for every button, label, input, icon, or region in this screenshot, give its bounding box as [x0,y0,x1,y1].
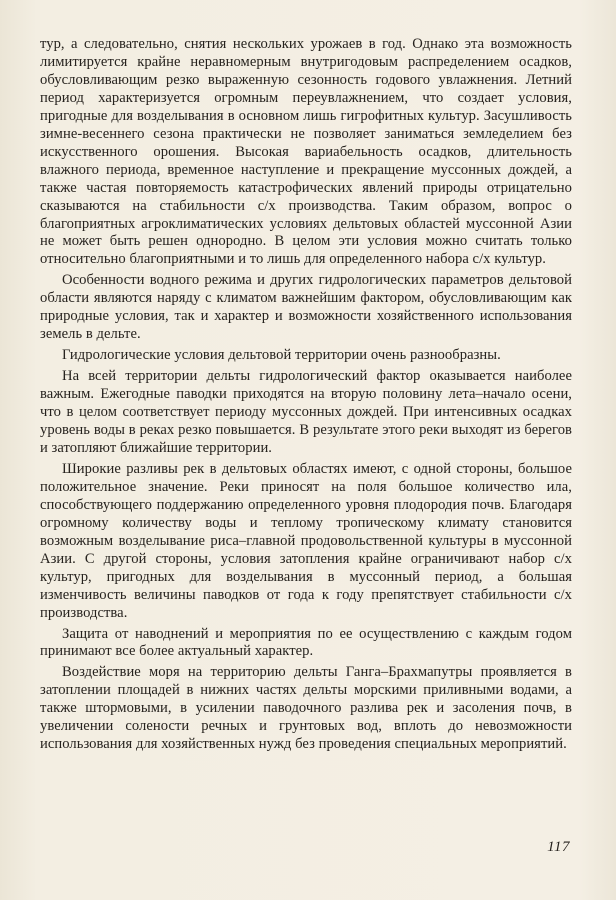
body-text [40,36,572,757]
paragraph-7: Воздействие моря на территорию дельты Ганга–Брахмапутры проявляется в затоплении площадей в нижних частях дельты морскими приливными водами, а также штормовыми, в усилении паводочного разлива рек и засоления почв, в увеличении солености речных и грунтовых вод, вплоть до невозможности использования для хозяйственных нужд без проведения специальных мероприятий. [40,664,572,753]
paragraph-2: Особенности водного режима и других гидрологических параметров дельтовой области являются наряду с климатом важнейшим фактором, обусловливающим как природные условия, так и характер и возможности хозяйственного использования земель в дельте. [40,272,572,343]
paragraph-4: На всей территории дельты гидрологический фактор оказывается наиболее важным. Ежегодные паводки приходятся на вторую половину лета–начало осени, что в целом соответствует периоду муссонных дождей. При интенсивных осадках уровень воды в реках резко повышается. В результате этого реки выходят из берегов и затопляют ближайшие территории. [40,368,572,456]
page-number: 117 [547,839,570,855]
paragraph-1: тур, а следовательно, снятия нескольких урожаев в год. Однако эта возможность лимитируется крайне неравномерным внутригодовым распределением осадков, обусловливающим резко выраженную сезонность годового увлажнения. Летний период характеризуется огромным переувлажнением, что создает условия, пригодные для возделывания в основном лишь гигрофитных культур. Засушливость зимне-весеннего сезона практически не позволяет заниматься земледелием без искусственного орошения. Высокая вариабельность осадков, длительность влажного периода, временное наступление и прекращение муссонных дождей, а также частая повторяемость катастрофических явлений природы отрицательно сказываются на стабильности с/х производства. Таким образом, вопрос о благоприятных агроклиматических условиях дельтовых областей муссонной Азии не может быть решен однородно. В целом эти условия можно считать только относительно благоприятными и то лишь для определенного набора с/х культур. [40,36,572,268]
paragraph-3: Гидрологические условия дельтовой территории очень разнообразны. [62,347,501,364]
paragraph-6: Защита от наводнений и мероприятия по ее осуществлению с каждым годом принимают все более актуальный характер. [40,625,572,660]
paragraph-5: Широкие разливы рек в дельтовых областях имеют, с одной стороны, большое положительное значение. Реки приносят на поля большое количество ила, способствующего поддержанию определенного уровня плодородия почв. Благодаря огромному количеству воды и теплому тропическому климату становится возможным возделывание риса–главной продовольственной культуры в муссонной Азии. С другой стороны, условия затопления крайне ограничивают набор с/х культур, пригодных для возделывания в муссонный период, а большая изменчивость величины паводков от года к году препятствует стабильности с/х производства. [40,460,572,621]
